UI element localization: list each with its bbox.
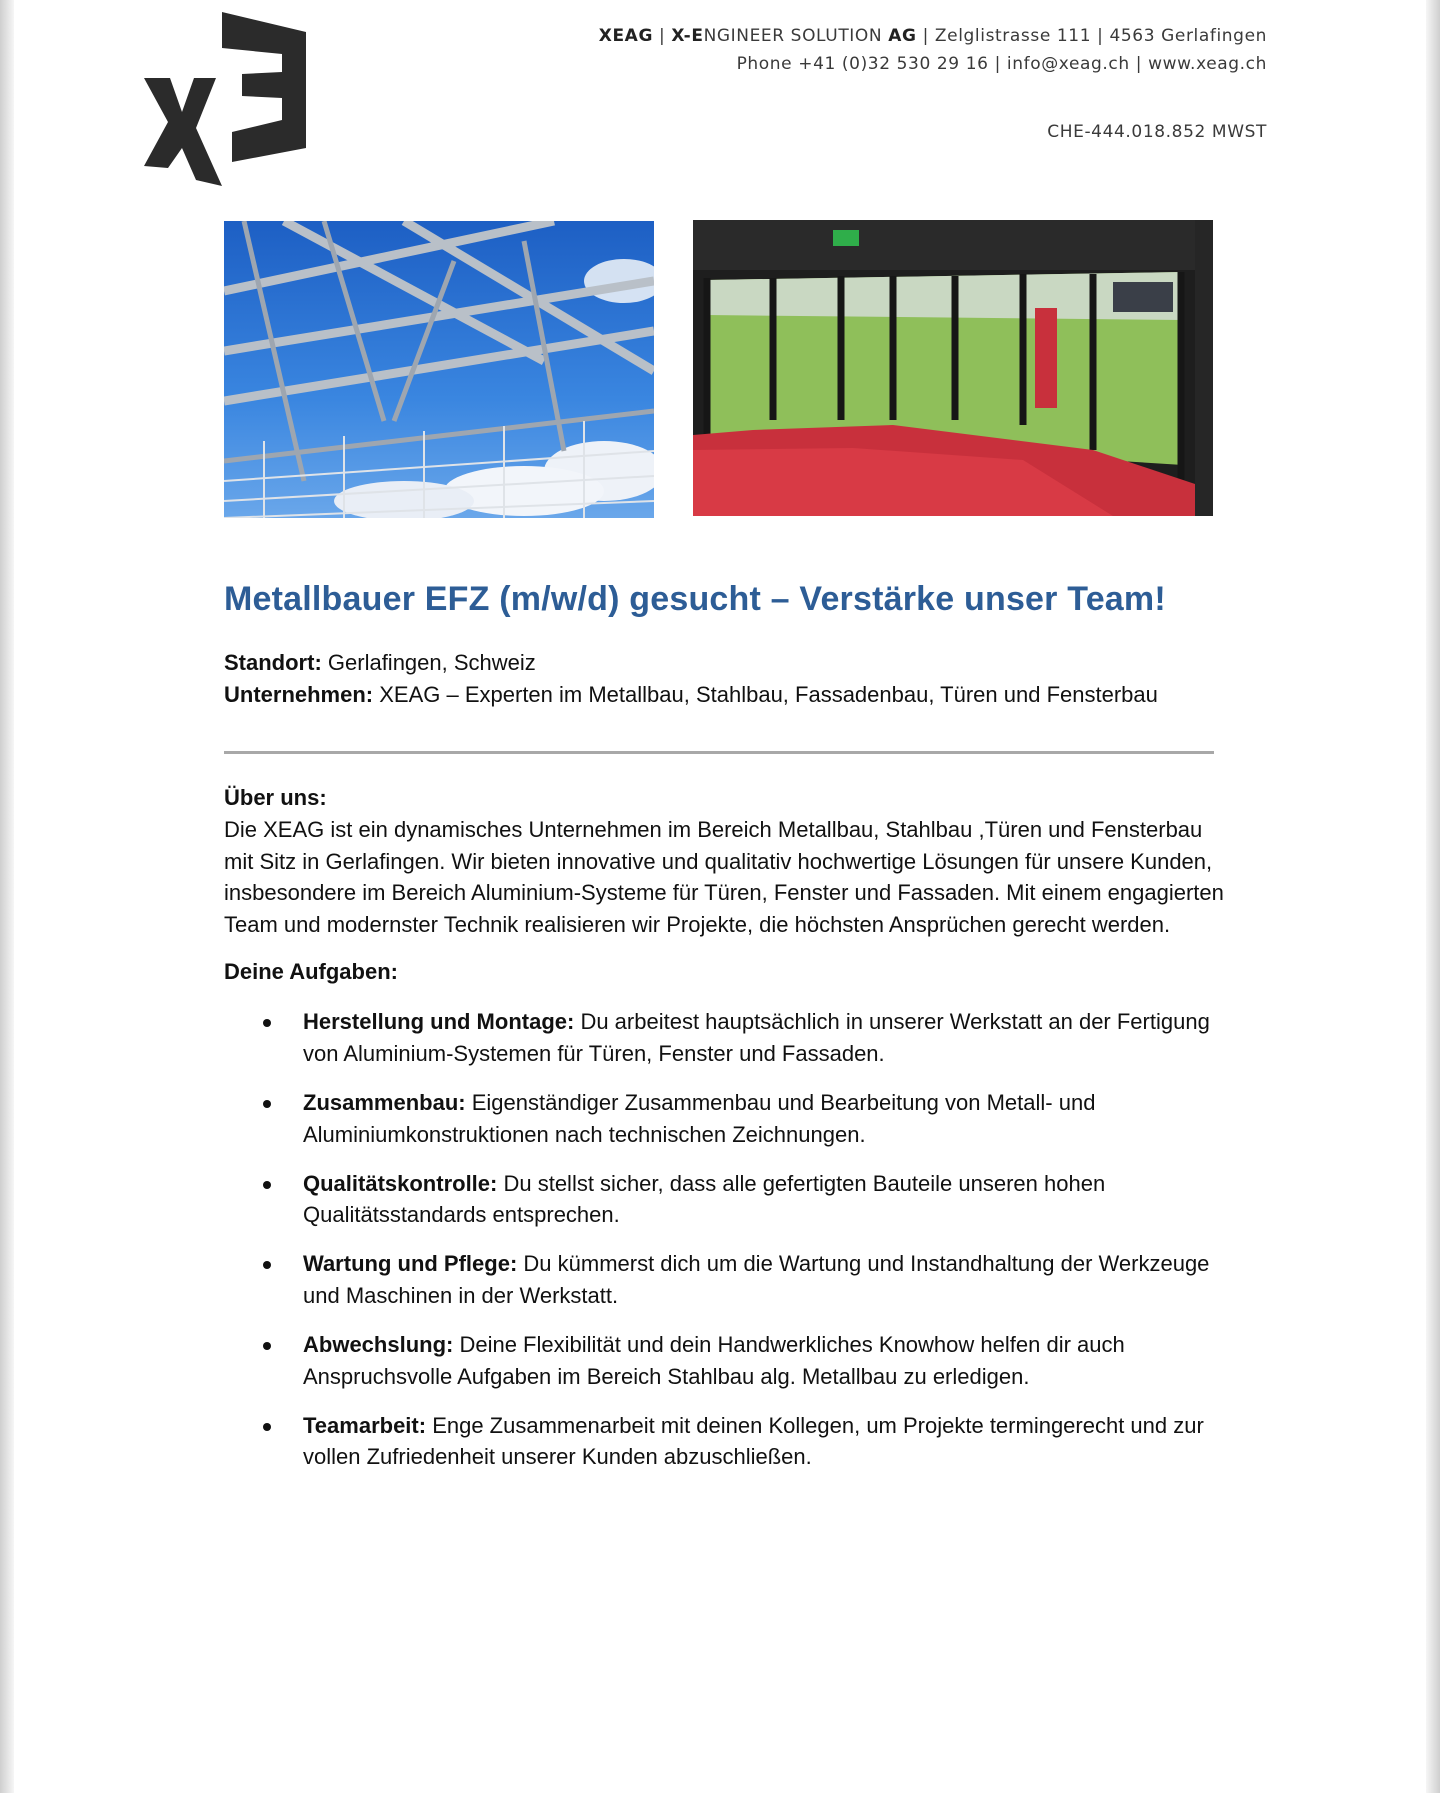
page-edge-left [0, 0, 14, 1793]
tasks-heading: Deine Aufgaben: [224, 959, 398, 985]
separator: | [1135, 54, 1143, 74]
company-value: XEAG – Experten im Metallbau, Stahlbau, Fassadenbau, Türen und Fensterbau [379, 682, 1158, 707]
company-long-prefix: X-E [671, 26, 704, 46]
company-short-name: XEAG [598, 26, 653, 46]
company-phone: Phone +41 (0)32 530 29 16 [736, 54, 989, 74]
separator: | [659, 26, 666, 46]
bullet-icon [263, 1342, 271, 1350]
location-line [224, 647, 1224, 679]
task-text: Du arbeitest hauptsächlich in unserer Werkstatt an der Fertigung von Aluminium-Systemen für Türen, Fenster und Fassaden. [303, 1009, 1210, 1066]
about-text: Die XEAG ist ein dynamisches Unternehmen im Bereich Metallbau, Stahlbau ,Türen und Fensterbau mit Sitz in Gerlafingen. Wir bieten innovative und qualitativ hochwertige Lösungen für unsere Kunden, insbesondere im Bereich Aluminium-Systeme für Türen, Fenster und Fassaden. Mit einem engagierten Team und modernster Technik realisieren wir Projekte, die höchsten Ansprüchen gerecht werden. [224, 817, 1224, 937]
page-edge-right [1426, 0, 1440, 1793]
company-website[interactable]: www.xeag.ch [1148, 54, 1267, 74]
job-title: Metallbauer EFZ (m/w/d) gesucht – Verstärke unser Team! [224, 580, 1166, 618]
task-label: Abwechslung: [303, 1332, 454, 1358]
separator: | [994, 54, 1001, 74]
task-text: Eigenständiger Zusammenbau und Bearbeitung von Metall- und Aluminiumkonstruktionen nach technischen Zeichnungen. [303, 1090, 1096, 1147]
tasks-list [224, 1006, 1224, 1473]
list-item [224, 1248, 1234, 1311]
separator: | [922, 26, 929, 46]
steel-structure-photo [224, 221, 654, 518]
bullet-icon [263, 1100, 271, 1108]
company-contact-block [599, 22, 1267, 78]
task-label: Qualitätskontrolle: [303, 1170, 498, 1196]
list-item [224, 1168, 1234, 1231]
task-text: Enge Zusammenarbeit mit deinen Kollegen, um Projekte termingerecht und zur vollen Zufriedenheit unserer Kunden abzuschließen. [303, 1412, 1204, 1470]
company-legal-form: AG [888, 26, 917, 46]
company-address: Zelglistrasse 111 | 4563 Gerlafingen [934, 26, 1267, 46]
task-label: Zusammenbau: [303, 1090, 466, 1116]
list-item [224, 1006, 1234, 1069]
location-label: Standort: [224, 650, 322, 675]
job-posting [224, 580, 1224, 1491]
glass-facade-photo [693, 220, 1213, 516]
task-label: Wartung und Pflege: [303, 1251, 518, 1277]
bullet-icon [263, 1261, 271, 1269]
contact-line [599, 50, 1267, 78]
company-long-name: NGINEER SOLUTION [703, 26, 883, 46]
task-text: Du kümmerst dich um die Wartung und Instandhaltung der Werkzeuge und Maschinen in der Werkstatt. [303, 1251, 1210, 1309]
list-item [224, 1087, 1234, 1150]
company-vat-number: CHE-444.018.852 MWST [1047, 122, 1267, 142]
list-item [224, 1329, 1234, 1392]
task-text: Deine Flexibilität und dein Handwerkliches Knowhow helfen dir auch Anspruchsvolle Aufgaben im Bereich Stahlbau alg. Metallbau zu erledigen. [303, 1332, 1125, 1389]
task-label: Teamarbeit: [303, 1412, 427, 1438]
location-value: Gerlafingen, Schweiz [327, 650, 536, 675]
company-line [224, 679, 1224, 711]
company-line [599, 22, 1267, 50]
bullet-icon [263, 1423, 271, 1431]
task-text: Du stellst sicher, dass alle gefertigten Bauteile unseren hohen Qualitätsstandards entsprechen. [303, 1170, 1106, 1228]
xeag-logo [144, 10, 312, 186]
bullet-icon [263, 1019, 271, 1027]
task-label: Herstellung und Montage: [303, 1009, 575, 1035]
about-heading: Über uns: [224, 785, 327, 810]
section-divider [224, 751, 1214, 754]
list-item [224, 1410, 1234, 1473]
company-label: Unternehmen: [224, 682, 374, 707]
company-email[interactable]: info@xeag.ch [1006, 54, 1130, 74]
bullet-icon [263, 1181, 271, 1189]
